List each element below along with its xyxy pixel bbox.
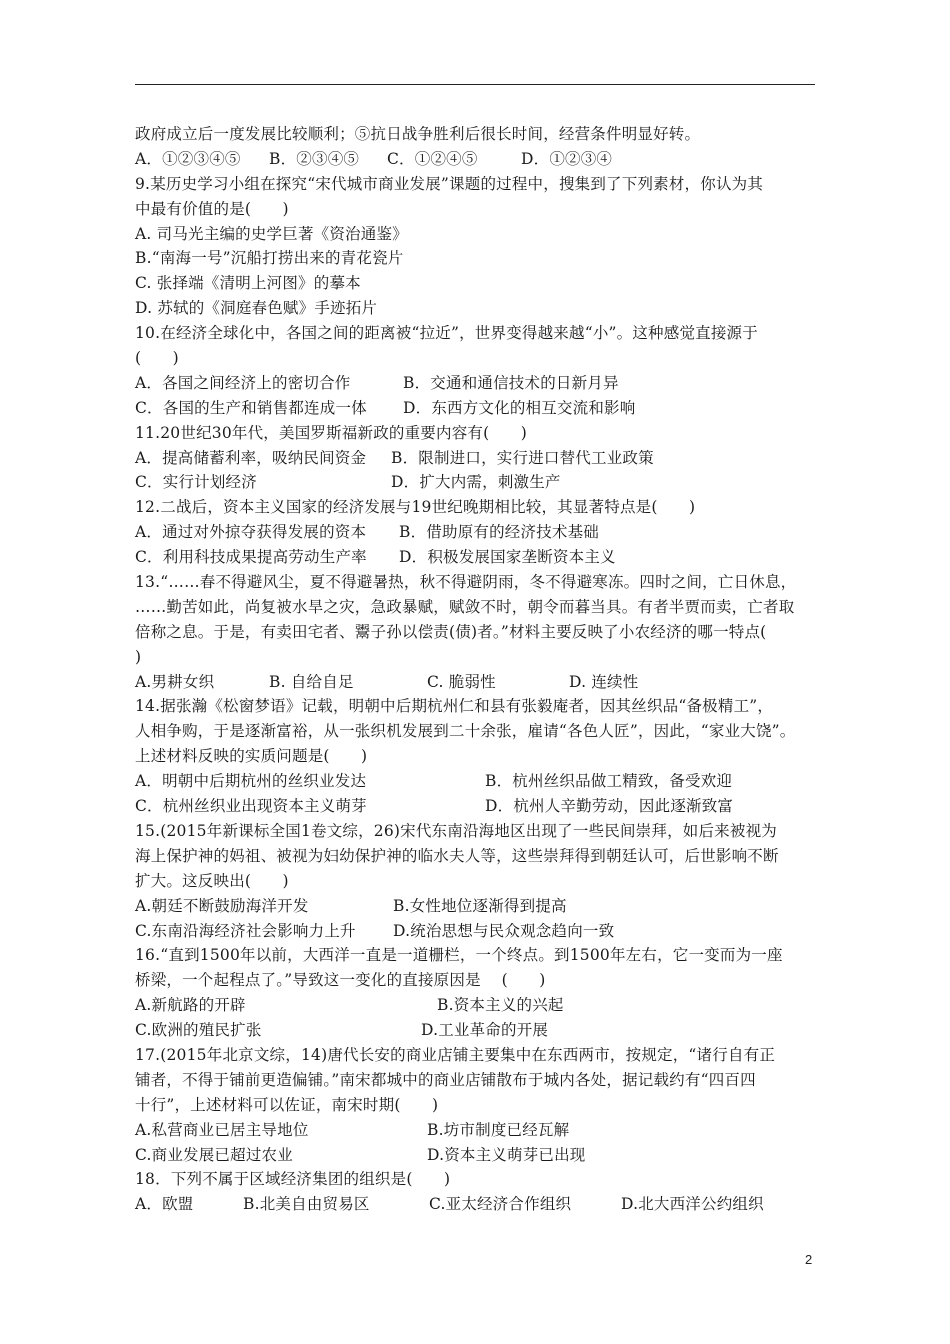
question-14-stem: 上述材料反映的实质问题是( ) [135,747,368,766]
option-b[interactable]: B．②③④⑤ [269,149,360,168]
option-b[interactable]: B.坊市制度已经瓦解 [427,1120,570,1139]
question-17-options-row [135,1118,825,1143]
question-16-stem: 16.“直到1500年以前，大西洋一直是一道栅栏，一个终点。到1500年左右，它一变而为一座 [135,946,783,965]
question-16-stem: 桥梁，一个起程点了。”导致这一变化的直接原因是 ( ) [135,971,546,990]
question-18-stem: 18．下列不属于区域经济集团的组织是( ) [135,1170,451,1189]
question-13-options-row [135,670,825,695]
question-13-stem: 13.“……春不得避风尘，夏不得避暑热，秋不得避阴雨，冬不得避寒冻。四时之间，亡日休息， [135,573,797,592]
question-10-stem: 10.在经济全球化中，各国之间的距离被“拉近”，世界变得越来越“小”。这种感觉直接源于 [135,324,758,343]
question-14-stem: 14.据张瀚《松窗梦语》记载，明朝中后期杭州仁和县有张毅庵者，因其丝织品“备极精工”， [135,697,774,716]
question-15-stem: 扩大。这反映出( ) [135,871,289,890]
option-d[interactable]: D. 连续性 [569,672,639,691]
option-a[interactable]: A．各国之间经济上的密切合作 [135,373,351,392]
option-a[interactable]: A．提高储蓄利率，吸纳民间资金 [135,448,367,467]
option-c[interactable]: C.东南沿海经济社会影响力上升 [135,921,356,940]
question-15-options-row [135,919,825,944]
option-a[interactable]: A.私营商业已居主导地位 [135,1120,309,1139]
header-rule [135,84,815,85]
option-c[interactable]: C.亚太经济合作组织 [429,1195,572,1214]
option-a[interactable]: A.新航路的开辟 [135,996,246,1015]
question-14-options-row [135,769,825,794]
option-d[interactable]: D．①②③④ [521,149,613,168]
option-d[interactable]: D.北大西洋公约组织 [621,1195,764,1214]
question-10-options-row [135,371,825,396]
option-b[interactable]: B．借助原有的经济技术基础 [399,523,599,542]
option-c[interactable]: C. 张择端《清明上河图》的摹本 [135,274,361,293]
option-c[interactable]: C．杭州丝织业出现资本主义萌芽 [135,797,367,816]
option-c[interactable]: C. 脆弱性 [427,672,496,691]
option-d[interactable]: D.工业革命的开展 [421,1021,549,1040]
question-14-stem: 人相争购，于是逐渐富裕，从一张织机发展到二十余张，雇请“各色人匠”，因此，“家业大饶”。 [135,722,796,741]
option-d[interactable]: D．东西方文化的相互交流和影响 [403,398,636,417]
question-list [135,122,825,1217]
option-c[interactable]: C．①②④⑤ [387,149,478,168]
option-b[interactable]: B．限制进口，实行进口替代工业政策 [391,448,654,467]
question-12-stem: 12.二战后，资本主义国家的经济发展与19世纪晚期相比较，其显著特点是( ) [135,498,696,517]
option-a[interactable]: A．通过对外掠夺获得发展的资本 [135,523,367,542]
question-16-options-row [135,993,825,1018]
option-a[interactable]: A．欧盟 [135,1195,194,1214]
question-14-options-row [135,794,825,819]
option-c[interactable]: C．各国的生产和销售都连成一体 [135,398,367,417]
question-15-stem: 海上保护神的妈祖、被视为妇幼保护神的临水夫人等，这些崇拜得到朝廷认可，后世影响不断 [135,846,779,865]
option-d[interactable]: D．扩大内需，刺激生产 [391,473,561,492]
question-17-stem: 十行”，上述材料可以佐证，南宋时期( ) [135,1095,439,1114]
question-16-options-row [135,1018,825,1043]
question-10-options-row [135,396,825,421]
option-b[interactable]: B.女性地位逐渐得到提高 [393,896,567,915]
question-11-stem: 11.20世纪30年代，美国罗斯福新政的重要内容有( ) [135,423,527,442]
question-15-stem: 15.(2015年新课标全国1卷文综，26)宋代东南沿海地区出现了一些民间崇拜，如后来被视为 [135,821,777,840]
question-9-stem: 9.某历史学习小组在探究“宋代城市商业发展”课题的过程中，搜集到了下列素材，你认为其 [135,174,764,193]
option-a[interactable]: A．明朝中后期杭州的丝织业发达 [135,772,367,791]
option-a[interactable]: A.男耕女织 [135,672,215,691]
option-b[interactable]: B．交通和通信技术的日新月异 [403,373,619,392]
option-c[interactable]: C.欧洲的殖民扩张 [135,1021,262,1040]
option-d[interactable]: D．杭州人辛勤劳动，因此逐渐致富 [485,797,734,816]
option-a[interactable]: A. 司马光主编的史学巨著《资治通鉴》 [135,224,408,243]
option-c[interactable]: C．利用科技成果提高劳动生产率 [135,548,367,567]
option-c[interactable]: C．实行计划经济 [135,473,257,492]
question-12-options-row [135,520,825,545]
question-13-stem: ) [135,647,142,666]
question-18-options-row [135,1192,825,1217]
option-a[interactable]: A．①②③④⑤ [135,149,241,168]
question-13-stem: 倍称之息。于是，有卖田宅者、鬻子孙以偿责(债)者。”材料主要反映了小农经济的哪一特点( [135,622,767,641]
page-number: 2 [805,1252,813,1267]
option-b[interactable]: B．杭州丝织品做工精致，备受欢迎 [485,772,733,791]
question-11-options-row [135,446,825,471]
question-9-stem: 中最有价值的是( ) [135,199,289,218]
option-b[interactable]: B.资本主义的兴起 [437,996,564,1015]
option-d[interactable]: D．积极发展国家垄断资本主义 [399,548,616,567]
question-8-options [135,147,825,172]
option-a[interactable]: A.朝廷不断鼓励海洋开发 [135,896,309,915]
question-17-stem: 铺者，不得于铺前更造偏铺。”南宋都城中的商业店铺散布于城内各处，据记载约有“四百四 [135,1070,756,1089]
option-b[interactable]: B. 自给自足 [269,672,354,691]
option-d[interactable]: D.资本主义萌芽已出现 [427,1145,586,1164]
question-11-options-row [135,470,825,495]
question-15-options-row [135,894,825,919]
option-b[interactable]: B.“南海一号”沉船打捞出来的青花瓷片 [135,249,404,268]
question-17-stem: 17.(2015年北京文综，14)唐代长安的商业店铺主要集中在东西两市，按规定，“诸行自有正 [135,1045,776,1064]
option-d[interactable]: D.统治思想与民众观念趋向一致 [393,921,615,940]
question-17-options-row [135,1143,825,1168]
option-d[interactable]: D. 苏轼的《洞庭春色赋》手迹拓片 [135,299,378,318]
question-13-stem: ……勤苦如此，尚复被水旱之灾，急政暴赋，赋敛不时，朝令而暮当具。有者半贾而卖，亡者取 [135,597,795,616]
question-10-stem: ( ) [135,349,179,368]
question-8-continuation: 政府成立后一度发展比较顺利；⑤抗日战争胜利后很长时间，经营条件明显好转。 [135,125,701,143]
question-12-options-row [135,545,825,570]
option-c[interactable]: C.商业发展已超过农业 [135,1145,293,1164]
option-b[interactable]: B.北美自由贸易区 [243,1195,370,1214]
